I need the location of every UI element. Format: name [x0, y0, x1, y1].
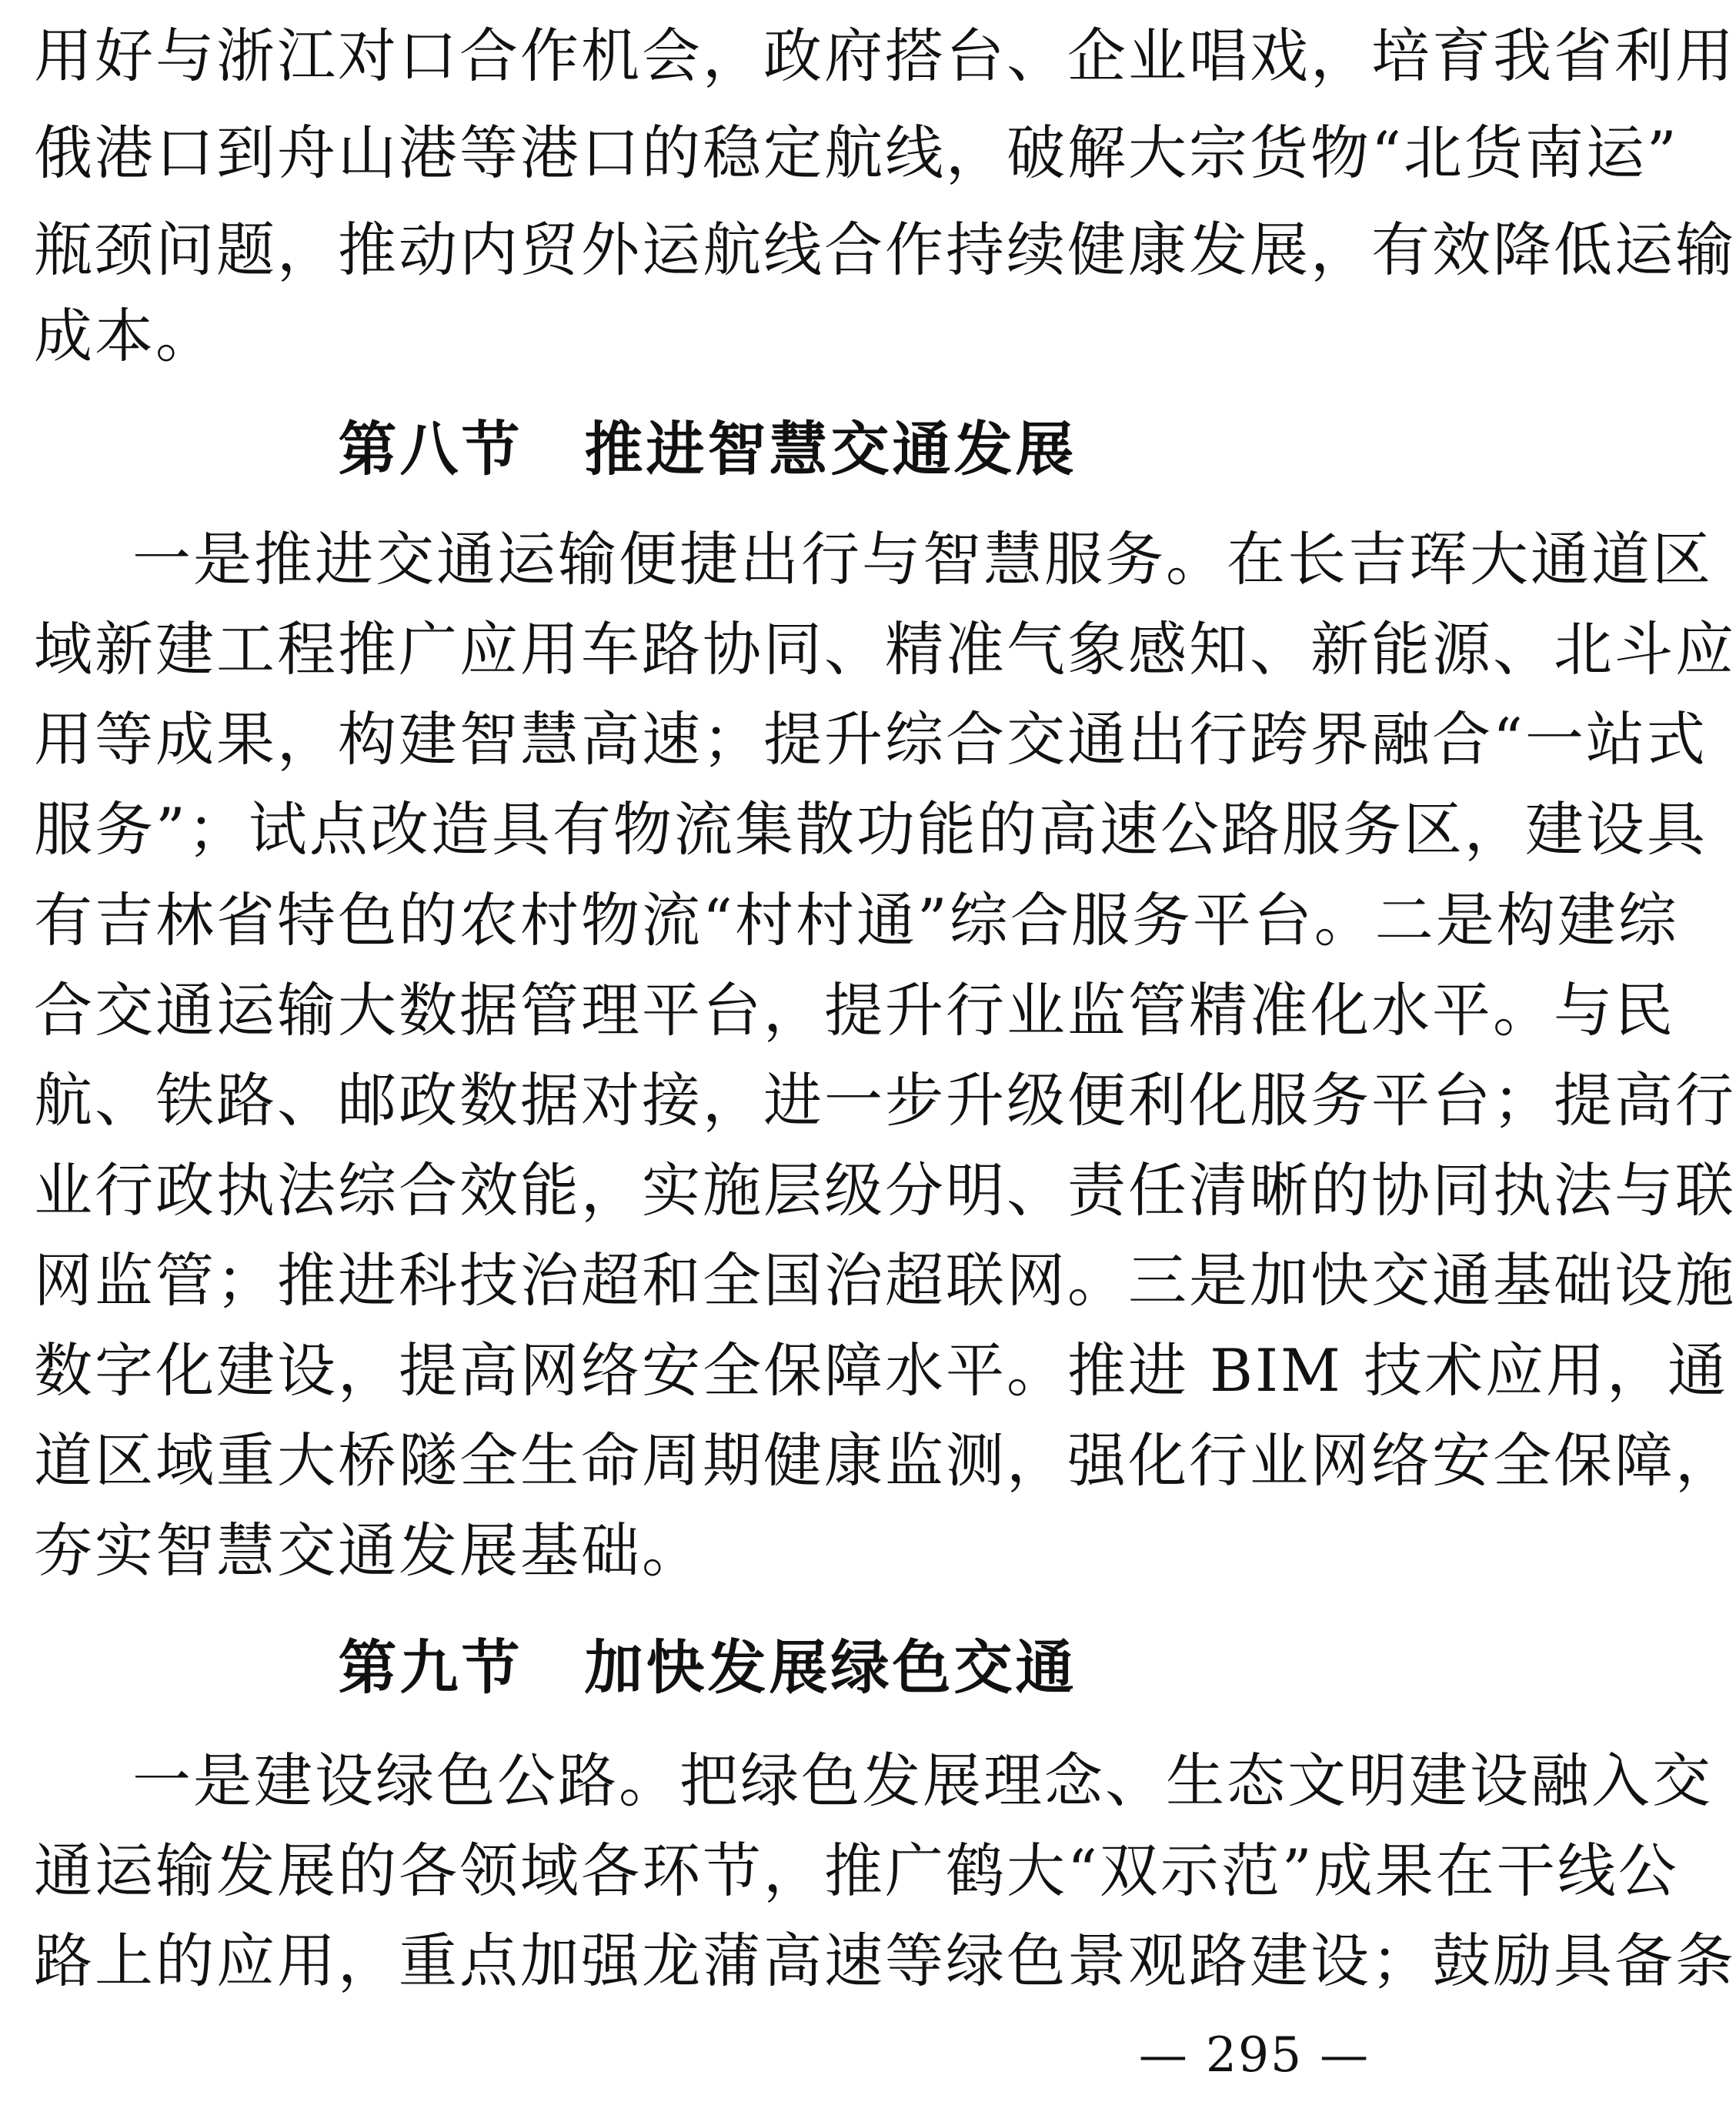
paragraph-line: 域新建工程推广应用车路协同、精准气象感知、新能源、北斗应 — [34, 615, 1736, 683]
paragraph-line: 航、铁路、邮政数据对接，进一步升级便利化服务平台；提高行 — [34, 1066, 1736, 1135]
paragraph-line: 一是建设绿色公路。把绿色发展理念、生态文明建设融入交 — [132, 1746, 1713, 1815]
paragraph-line: 瓶颈问题，推动内贸外运航线合作持续健康发展，有效降低运输 — [34, 216, 1736, 284]
page-number: — 295 — — [1138, 2027, 1370, 2083]
paragraph-line: 服务”；试点改造具有物流集散功能的高速公路服务区，建设具 — [34, 795, 1708, 864]
paragraph-line: 道区域重大桥隧全生命周期健康监测，强化行业网络安全保障， — [34, 1426, 1736, 1495]
paragraph-line: 业行政执法综合效能，实施层级分明、责任清晰的协同执法与联 — [34, 1156, 1736, 1225]
paragraph-line: 通运输发展的各领域各环节，推广鹤大“双示范”成果在干线公 — [34, 1836, 1679, 1905]
paragraph-line: 合交通运输大数据管理平台，提升行业监管精准化水平。与民 — [34, 976, 1675, 1044]
paragraph-line: 路上的应用，重点加强龙蒲高速等绿色景观路建设；鼓励具备条 — [34, 1927, 1736, 1995]
paragraph-line: 夯实智慧交通发展基础。 — [34, 1516, 703, 1585]
paragraph-line: 用好与浙江对口合作机会，政府搭台、企业唱戏，培育我省利用 — [34, 22, 1736, 90]
section-heading: 第九节 加快发展绿色交通 — [338, 1633, 1077, 1702]
paragraph-line: 数字化建设，提高网络安全保障水平。推进 BIM 技术应用，通 — [34, 1336, 1729, 1405]
paragraph-line: 一是推进交通运输便捷出行与智慧服务。在长吉珲大通道区 — [132, 525, 1713, 593]
section-heading: 第八节 推进智慧交通发展 — [338, 415, 1077, 483]
paragraph-line: 成本。 — [34, 302, 216, 370]
paragraph-line: 用等成果，构建智慧高速；提升综合交通出行跨界融合“一站式 — [34, 705, 1708, 774]
paragraph-line: 俄港口到舟山港等港口的稳定航线，破解大宗货物“北货南运” — [34, 119, 1679, 187]
paragraph-line: 网监管；推进科技治超和全国治超联网。三是加快交通基础设施 — [34, 1246, 1736, 1315]
paragraph-line: 有吉林省特色的农村物流“村村通”综合服务平台。二是构建综 — [34, 886, 1679, 954]
